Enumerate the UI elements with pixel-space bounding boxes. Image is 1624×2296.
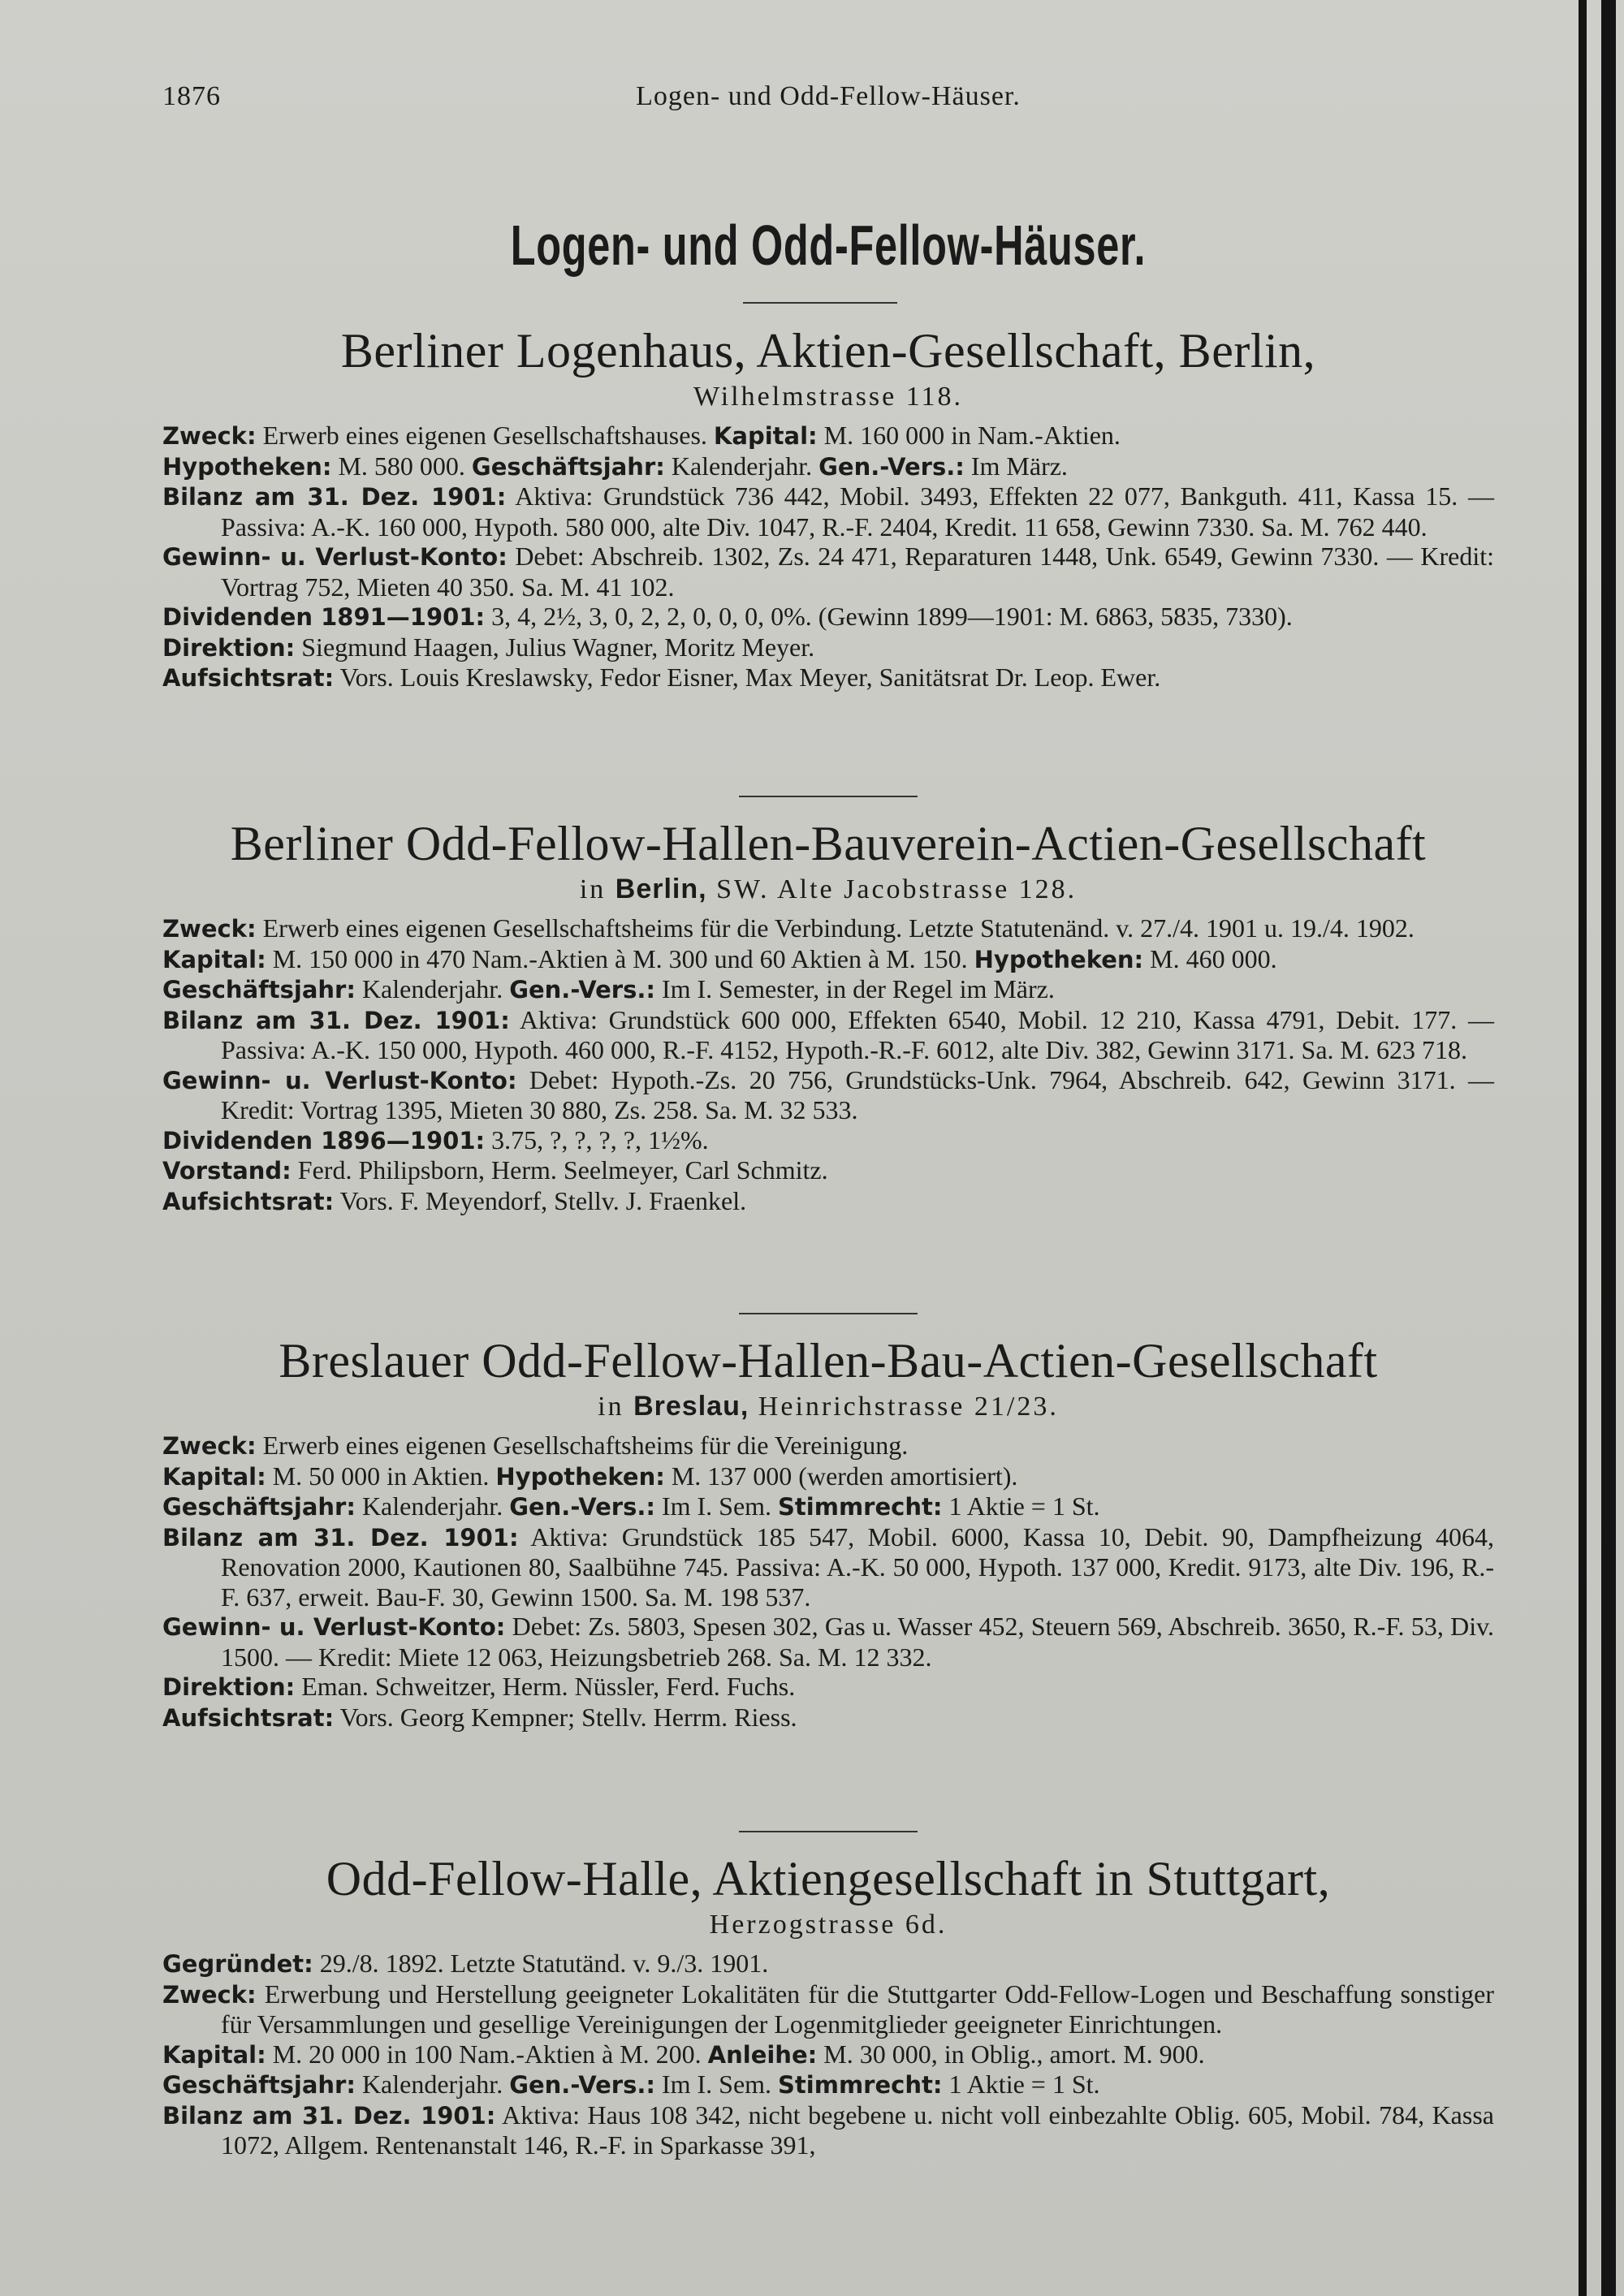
company-entry	[162, 816, 1494, 1216]
entry-paragraph	[162, 662, 1494, 693]
field-label: Aufsichtsrat:	[162, 1187, 335, 1215]
field-label: Aufsichtsrat:	[162, 664, 335, 692]
field-label: Bilanz am 31. Dez. 1901:	[162, 1006, 510, 1034]
field-value: 3.75, ?, ?, ?, ?, 1½%.	[485, 1124, 709, 1154]
address-city: Berlin,	[615, 874, 707, 904]
entry-paragraph	[162, 1703, 1494, 1733]
field-value: M. 50 000 in Aktien.	[266, 1461, 496, 1491]
field-label: Zweck:	[162, 422, 257, 450]
field-label: Kapital:	[162, 945, 266, 973]
field-label: Vorstand:	[162, 1157, 292, 1185]
field-value: Aktiva: Haus 108 342, nicht begebene u. nicht voll einbezahlte Oblig. 605, Mobil. 784, Kassa 1072, Allgem. Rentenanstalt 146, R.-F. in Sparkasse 391,	[221, 2100, 1494, 2160]
field-value: M. 460 000.	[1143, 943, 1277, 973]
field-label: Stimmrecht:	[778, 1493, 943, 1521]
field-value: 1 Aktie = 1 St.	[942, 2069, 1100, 2099]
company-address	[162, 1391, 1494, 1422]
field-value: Debet: Abschreib. 1302, Zs. 24 471, Reparaturen 1448, Unk. 6549, Gewinn 7330. — Kredit: Vortrag 752, Mieten 40 350. Sa. M. 41 102.	[221, 542, 1495, 602]
entry-list	[162, 913, 1494, 1216]
field-value: Vors. Georg Kempner; Stellv. Herrm. Riess.	[334, 1702, 797, 1732]
entry-paragraph	[162, 1949, 1494, 1979]
field-label: Zweck:	[162, 1980, 257, 2009]
field-label: Gegründet:	[162, 1950, 313, 1978]
field-value: Aktiva: Grundstück 736 442, Mobil. 3493, Effekten 22 077, Bankguth. 411, Kassa 15. — Passiva: A.-K. 160 000, Hypoth. 580 000, alte Div. 1047, R.-F. 2404, Kredit. 11 658, Gewinn 7330. Sa. M. 762 440.	[221, 481, 1494, 542]
address-street: SW. Alte Jacobstrasse 128.	[706, 874, 1078, 904]
address-street: Herzogstrasse 6d.	[709, 1910, 948, 1940]
field-label: Geschäftsjahr:	[162, 976, 356, 1003]
field-value: Im I. Sem.	[654, 1491, 779, 1521]
divider	[739, 1831, 918, 1832]
page-edge-line	[1579, 0, 1587, 2296]
entry-paragraph	[162, 1979, 1494, 2039]
field-label: Dividenden 1896—1901:	[162, 1126, 486, 1154]
field-value: M. 580 000.	[331, 451, 472, 481]
entry-paragraph	[162, 1155, 1494, 1186]
divider	[739, 1313, 918, 1314]
address-prefix: in	[579, 874, 615, 904]
entry-paragraph	[162, 481, 1494, 542]
field-value: Kalenderjahr.	[664, 451, 819, 481]
entry-paragraph	[162, 602, 1494, 632]
field-value: 1 Aktie = 1 St.	[942, 1491, 1100, 1521]
entry-paragraph	[162, 1065, 1494, 1125]
field-label: Kapital:	[162, 2040, 266, 2069]
page-number: 1876	[162, 81, 221, 111]
page-edge-line	[1601, 0, 1616, 2296]
entry-paragraph	[162, 1491, 1494, 1522]
field-label: Geschäftsjahr:	[162, 1493, 356, 1521]
entry-paragraph	[162, 421, 1494, 451]
field-value: Vors. Louis Kreslawsky, Fedor Eisner, Max Meyer, Sanitätsrat Dr. Leop. Ewer.	[334, 662, 1161, 692]
field-label: Zweck:	[162, 915, 257, 943]
entry-paragraph	[162, 542, 1494, 602]
field-value: Debet: Hypoth.-Zs. 20 756, Grundstücks-Unk. 7964, Abschreib. 642, Gewinn 3171. — Kredit: Vortrag 1395, Mieten 30 880, Zs. 258. Sa. M. 32 533.	[221, 1064, 1494, 1124]
field-label: Hypotheken:	[495, 1462, 665, 1491]
field-label: Hypotheken:	[162, 452, 332, 481]
entry-paragraph	[162, 1672, 1494, 1703]
company-entry	[162, 1851, 1494, 2160]
field-label: Gen.-Vers.:	[509, 976, 655, 1003]
field-value: Ferd. Philipsborn, Herm. Seelmeyer, Carl Schmitz.	[291, 1155, 828, 1185]
field-value: Vors. F. Meyendorf, Stellv. J. Fraenkel.	[334, 1185, 747, 1215]
field-label: Gewinn- u. Verlust-Konto:	[162, 1066, 517, 1094]
field-value: Kalenderjahr.	[355, 974, 510, 1003]
field-label: Geschäftsjahr:	[162, 2071, 356, 2099]
entry-paragraph	[162, 913, 1494, 944]
section-title: Logen- und Odd-Fellow-Häuser.	[510, 214, 1147, 277]
field-value: 3, 4, 2½, 3, 0, 2, 2, 0, 0, 0, 0%. (Gewinn 1899—1901: M. 6863, 5835, 7330).	[485, 602, 1293, 631]
field-label: Hypotheken:	[974, 945, 1144, 973]
entry-list	[162, 1949, 1494, 2160]
entry-paragraph	[162, 1522, 1494, 1612]
company-address	[162, 874, 1494, 905]
entry-list	[162, 1431, 1494, 1733]
entry-paragraph	[162, 1461, 1494, 1492]
field-label: Direktion:	[162, 1673, 296, 1701]
field-label: Direktion:	[162, 633, 296, 662]
field-value: M. 150 000 in 470 Nam.-Aktien à M. 300 und 60 Aktien à M. 150.	[266, 943, 974, 973]
field-label: Kapital:	[713, 422, 818, 450]
field-value: M. 160 000 in Nam.-Aktien.	[817, 421, 1121, 450]
entry-paragraph	[162, 2069, 1494, 2100]
field-value: Erwerbung und Herstellung geeigneter Lokalitäten für die Stuttgarter Odd-Fellow-Logen und Beschaffung sonstiger für Versammlungen und gesellige Vereinigungen der Logenmitglieder geeigneter Einrichtungen.	[221, 1979, 1494, 2039]
field-value: 29./8. 1892. Letzte Statutänd. v. 9./3. 1901.	[313, 1949, 769, 1978]
field-value: Kalenderjahr.	[355, 2069, 510, 2099]
entry-paragraph	[162, 451, 1494, 482]
company-address	[162, 1909, 1494, 1940]
field-label: Zweck:	[162, 1432, 257, 1460]
field-label: Aufsichtsrat:	[162, 1703, 335, 1732]
field-label: Kapital:	[162, 1462, 266, 1491]
field-value: Kalenderjahr.	[355, 1491, 510, 1521]
field-label: Bilanz am 31. Dez. 1901:	[162, 1523, 519, 1552]
address-city: Breslau,	[633, 1391, 749, 1422]
company-title: Berliner Logenhaus, Aktien-Gesellschaft, Berlin,	[340, 324, 1316, 378]
field-label: Gen.-Vers.:	[509, 2071, 655, 2099]
entry-paragraph	[162, 1005, 1494, 1065]
field-label: Bilanz am 31. Dez. 1901:	[162, 2101, 496, 2130]
company-entry	[162, 1333, 1494, 1733]
field-value: M. 137 000 (werden amortisiert).	[664, 1461, 1018, 1491]
field-value: Im I. Semester, in der Regel im März.	[654, 974, 1055, 1003]
address-street: Heinrichstrasse 21/23.	[749, 1392, 1059, 1422]
running-title: Logen- und Odd-Fellow-Häuser.	[636, 81, 1021, 111]
field-value: Erwerb eines eigenen Gesellschaftshauses.	[256, 421, 714, 450]
entry-paragraph	[162, 2100, 1494, 2160]
entry-paragraph	[162, 2039, 1494, 2070]
company-title: Berliner Odd-Fellow-Hallen-Bauverein-Actien-Gesellschaft	[230, 817, 1427, 870]
entry-paragraph	[162, 974, 1494, 1005]
running-header	[162, 81, 1494, 117]
field-value: M. 20 000 in 100 Nam.-Aktien à M. 200.	[266, 2039, 708, 2069]
field-value: M. 30 000, in Oblig., amort. M. 900.	[817, 2039, 1205, 2069]
entry-paragraph	[162, 632, 1494, 663]
field-label: Dividenden 1891—1901:	[162, 603, 486, 631]
field-value: Siegmund Haagen, Julius Wagner, Moritz Meyer.	[295, 632, 815, 662]
company-entry	[162, 323, 1494, 693]
field-label: Anleihe:	[707, 2040, 818, 2069]
field-label: Stimmrecht:	[778, 2071, 943, 2099]
entry-paragraph	[162, 1431, 1494, 1461]
field-value: Debet: Zs. 5803, Spesen 302, Gas u. Wasser 452, Steuern 569, Abschreib. 3650, R.-F. 53, Div. 1500. — Kredit: Miete 12 063, Heizungsbetrieb 268. Sa. M. 12 332.	[221, 1612, 1495, 1672]
address-prefix: in	[598, 1392, 634, 1422]
divider	[739, 796, 918, 797]
field-value: Eman. Schweitzer, Herm. Nüssler, Ferd. Fuchs.	[295, 1672, 796, 1701]
entry-paragraph	[162, 1612, 1494, 1672]
divider	[743, 302, 897, 304]
company-title: Odd-Fellow-Halle, Aktiengesellschaft in Stuttgart,	[326, 1852, 1331, 1905]
entry-paragraph	[162, 944, 1494, 975]
field-label: Gewinn- u. Verlust-Konto:	[162, 543, 508, 571]
field-value: Erwerb eines eigenen Gesellschaftsheims für die Verbindung. Letzte Statutenänd. v. 27./4. 1901 u. 19./4. 1902.	[256, 913, 1415, 943]
field-label: Gen.-Vers.:	[509, 1493, 655, 1521]
field-value: Aktiva: Grundstück 185 547, Mobil. 6000, Kassa 10, Debit. 90, Dampfheizung 4064, Renovation 2000, Kautionen 80, Saalbühne 745. Passiva: A.-K. 50 000, Hypoth. 137 000, Kredit. 9173, alte Div. 196, R.-F. 637, erweit. Bau-F. 30, Gewinn 1500. Sa. M. 198 537.	[221, 1521, 1495, 1612]
field-label: Geschäftsjahr:	[471, 452, 665, 481]
entry-list	[162, 421, 1494, 693]
field-value: Aktiva: Grundstück 600 000, Effekten 6540, Mobil. 12 210, Kassa 4791, Debit. 177. — Passiva: A.-K. 150 000, Hypoth. 460 000, R.-F. 4152, Hypoth.-R.-F. 6012, alte Div. 382, Gewinn 3171. Sa. M. 623 718.	[221, 1004, 1494, 1064]
field-value: Im März.	[964, 451, 1068, 481]
address-street: Wilhelmstrasse 118.	[693, 382, 963, 412]
entry-paragraph	[162, 1125, 1494, 1156]
field-label: Bilanz am 31. Dez. 1901:	[162, 483, 507, 511]
field-label: Gewinn- u. Verlust-Konto:	[162, 1613, 506, 1641]
field-label: Gen.-Vers.:	[818, 452, 965, 481]
field-value: Im I. Sem.	[654, 2069, 779, 2099]
field-value: Erwerb eines eigenen Gesellschaftsheims für die Vereinigung.	[256, 1431, 909, 1460]
entry-paragraph	[162, 1186, 1494, 1217]
company-address	[162, 381, 1494, 412]
company-title: Breslauer Odd-Fellow-Hallen-Bau-Actien-Gesellschaft	[279, 1334, 1378, 1388]
